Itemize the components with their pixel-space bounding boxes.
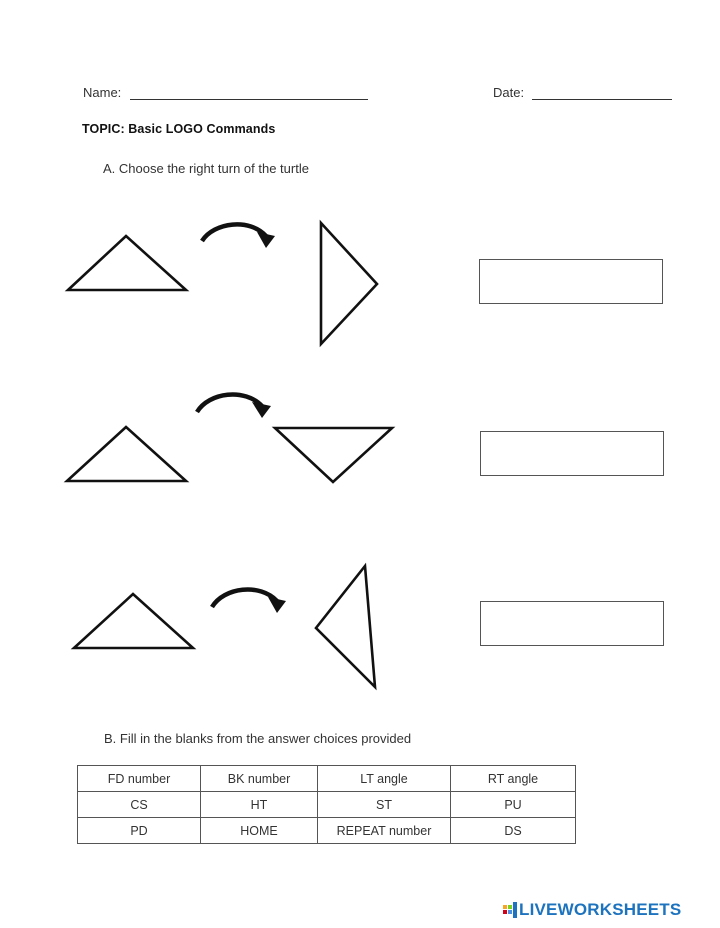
brand-text: LIVEWORKSHEETS [519,900,682,919]
triangle-before-3 [74,594,193,648]
table-cell: BK number [201,766,318,792]
table-cell: PU [451,792,576,818]
liveworksheets-logo [503,900,681,920]
answer-choices-table [77,765,576,844]
table-cell: LT angle [318,766,451,792]
triangle-before-2 [67,427,186,481]
table-cell: REPEAT number [318,818,451,844]
triangle-after-3 [316,566,375,687]
table-cell: HT [201,792,318,818]
table-cell: CS [78,792,201,818]
table-cell: PD [78,818,201,844]
table-cell: FD number [78,766,201,792]
triangle-before-1 [68,236,186,290]
triangle-after-1 [321,223,377,344]
table-cell: RT angle [451,766,576,792]
liveworksheets-icon [503,902,517,918]
name-label: Name: [83,85,122,100]
answer-box-2[interactable] [480,431,664,476]
table-row [78,792,576,818]
answer-box-1[interactable] [479,259,663,304]
turn-arrowhead-2 [252,402,271,418]
table-cell: ST [318,792,451,818]
date-label: Date: [493,85,525,100]
table-cell: DS [451,818,576,844]
topic-title: TOPIC: Basic LOGO Commands [82,122,276,136]
turn-arrowhead-1 [257,232,275,248]
table-cell: HOME [201,818,318,844]
turn-arrow-2 [197,395,262,412]
triangle-after-2 [275,428,392,482]
turn-arrowhead-3 [268,597,286,613]
table-row [78,766,576,792]
section-b-instruction: B. Fill in the blanks from the answer choices provided [104,731,412,746]
turn-arrow-1 [202,224,266,241]
answer-box-3[interactable] [480,601,664,646]
section-a-instruction: A. Choose the right turn of the turtle [103,161,309,176]
table-row [78,818,576,844]
turn-arrow-3 [212,590,277,607]
